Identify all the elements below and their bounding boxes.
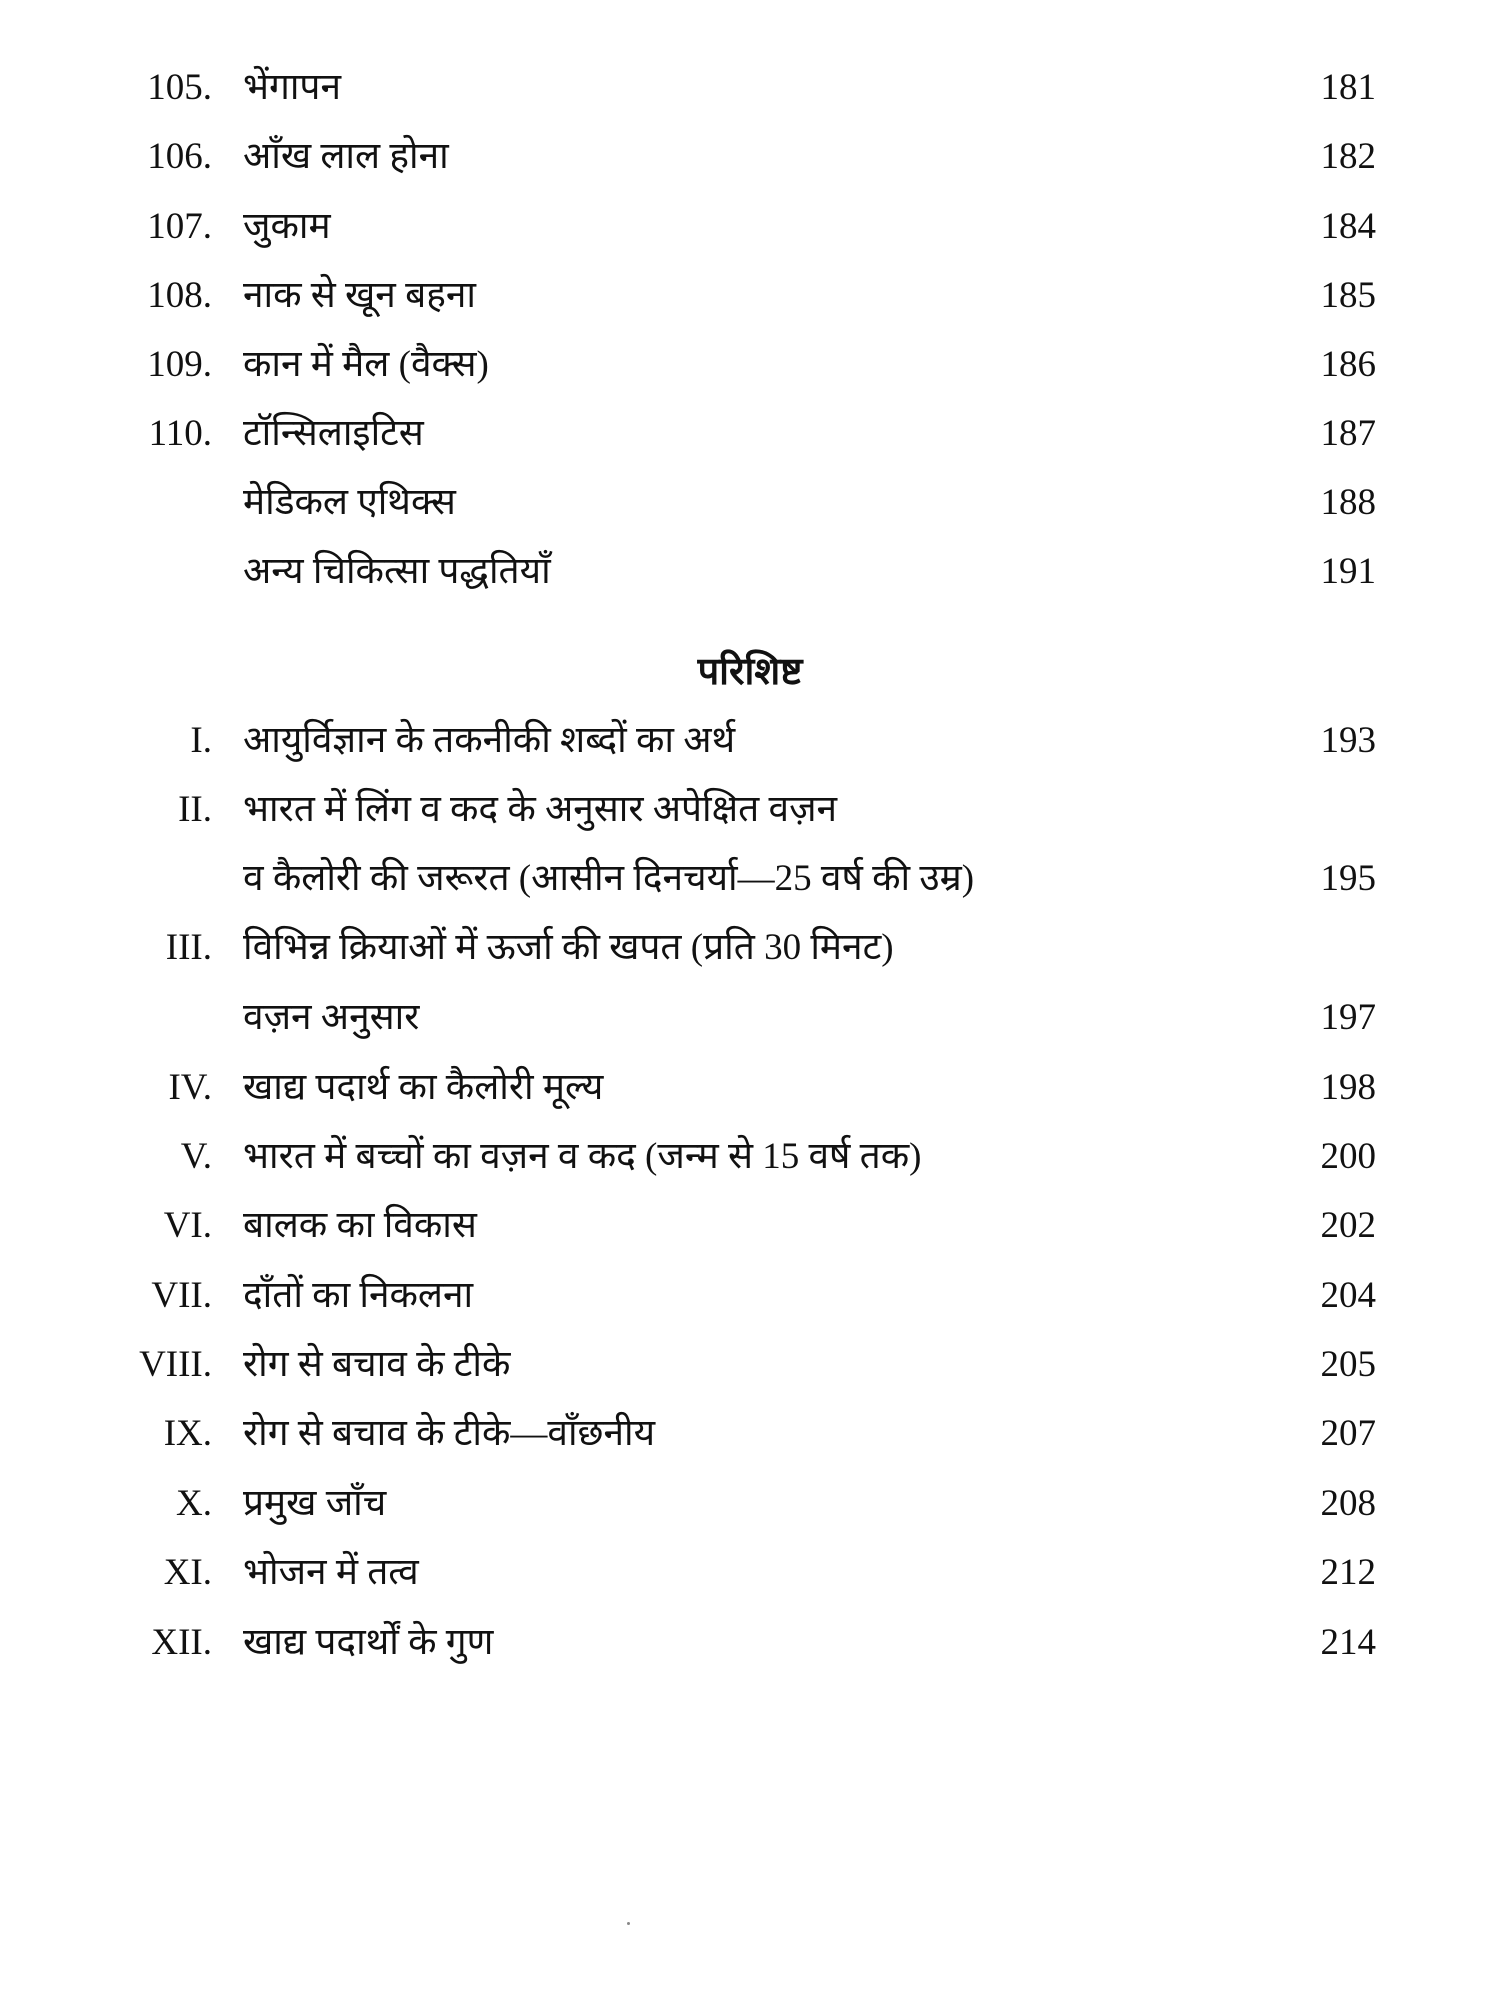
entry-title: दाँतों का निकलना: [243, 1275, 474, 1316]
entry-page-number: 197: [1320, 997, 1376, 1038]
entry-title: मेडिकल एथिक्स: [243, 482, 456, 523]
toc-entry: [0, 713, 1500, 769]
entry-page-number: 200: [1320, 1136, 1376, 1177]
entry-title: खाद्य पदार्थों के गुण: [243, 1622, 494, 1663]
entry-page-number: 212: [1320, 1552, 1376, 1593]
toc-entry: [0, 920, 1500, 976]
toc-entry: [0, 851, 1500, 907]
toc-entry: [0, 1129, 1500, 1185]
entry-page-number: 207: [1320, 1413, 1376, 1454]
entry-number: 109.: [147, 344, 212, 385]
entry-title: आयुर्विज्ञान के तकनीकी शब्दों का अर्थ: [243, 720, 736, 761]
entry-page-number: 195: [1320, 858, 1376, 899]
entry-page-number: 181: [1320, 67, 1376, 108]
toc-entry: [0, 990, 1500, 1046]
toc-entry: [0, 1545, 1500, 1601]
entry-number: I.: [190, 720, 212, 761]
toc-entry: [0, 782, 1500, 838]
entry-page-number: 204: [1320, 1275, 1376, 1316]
entry-page-number: 185: [1320, 275, 1376, 316]
toc-entry: [0, 129, 1500, 185]
entry-title: व कैलोरी की जरूरत (आसीन दिनचर्या—25 वर्ष की उम्र): [243, 858, 975, 899]
entry-title: खाद्य पदार्थ का कैलोरी मूल्य: [243, 1067, 604, 1108]
entry-page-number: 214: [1320, 1622, 1376, 1663]
toc-entry: [0, 406, 1500, 462]
entry-page-number: 191: [1320, 551, 1376, 592]
toc-entry: [0, 1337, 1500, 1393]
entry-title: भारत में लिंग व कद के अनुसार अपेक्षित वज़न: [243, 789, 838, 830]
entry-number: IX.: [163, 1413, 212, 1454]
entry-page-number: 184: [1320, 206, 1376, 247]
entry-title: रोग से बचाव के टीके—वाँछनीय: [243, 1413, 656, 1454]
entry-title: भारत में बच्चों का वज़न व कद (जन्म से 15 वर्ष तक): [243, 1136, 922, 1177]
entry-number: IV.: [168, 1067, 212, 1108]
appendix-heading: परिशिष्ट: [697, 651, 803, 693]
entry-page-number: 187: [1320, 413, 1376, 454]
entry-number: X.: [176, 1483, 212, 1524]
entry-number: VIII.: [139, 1344, 212, 1385]
entry-title: वज़न अनुसार: [243, 997, 420, 1038]
entry-title: रोग से बचाव के टीके: [243, 1344, 511, 1385]
entry-page-number: 208: [1320, 1483, 1376, 1524]
toc-entry: [0, 1406, 1500, 1462]
entry-title: अन्य चिकित्सा पद्धतियाँ: [243, 551, 551, 592]
toc-entry: [0, 475, 1500, 531]
toc-entry: [0, 1476, 1500, 1532]
entry-title: भेंगापन: [243, 67, 341, 108]
entry-page-number: 193: [1320, 720, 1376, 761]
entry-page-number: 186: [1320, 344, 1376, 385]
entry-number: 105.: [147, 67, 212, 108]
toc-entry: [0, 544, 1500, 600]
toc-entry: [0, 1060, 1500, 1116]
entry-page-number: 205: [1320, 1344, 1376, 1385]
entry-number: VII.: [151, 1275, 212, 1316]
entry-title: नाक से खून बहना: [243, 275, 476, 316]
entry-page-number: 198: [1320, 1067, 1376, 1108]
toc-entry: [0, 60, 1500, 116]
toc-entry: [0, 199, 1500, 255]
entry-title: टॉन्सिलाइटिस: [243, 413, 424, 454]
toc-entry: [0, 1198, 1500, 1254]
entry-number: XII.: [151, 1622, 212, 1663]
entry-number: V.: [180, 1136, 212, 1177]
entry-title: प्रमुख जाँच: [243, 1483, 387, 1524]
entry-title: बालक का विकास: [243, 1205, 477, 1246]
entry-number: III.: [165, 927, 212, 968]
toc-entry: [0, 1615, 1500, 1671]
toc-entry: [0, 337, 1500, 393]
toc-entry: [0, 268, 1500, 324]
entry-title: जुकाम: [243, 206, 331, 247]
entry-number: 106.: [147, 136, 212, 177]
entry-number: 107.: [147, 206, 212, 247]
entry-page-number: 182: [1320, 136, 1376, 177]
entry-page-number: 188: [1320, 482, 1376, 523]
entry-number: 110.: [148, 413, 212, 454]
entry-number: 108.: [147, 275, 212, 316]
entry-number: XI.: [163, 1552, 212, 1593]
entry-title: विभिन्न क्रियाओं में ऊर्जा की खपत (प्रति 30 मिनट): [243, 927, 894, 968]
scan-speck: [627, 1922, 630, 1925]
entry-title: आँख लाल होना: [243, 136, 449, 177]
entry-number: II.: [178, 789, 212, 830]
toc-entry: [0, 1268, 1500, 1324]
entry-page-number: 202: [1320, 1205, 1376, 1246]
entry-number: VI.: [163, 1205, 212, 1246]
entry-title: भोजन में तत्व: [243, 1552, 419, 1593]
entry-title: कान में मैल (वैक्स): [243, 344, 489, 385]
